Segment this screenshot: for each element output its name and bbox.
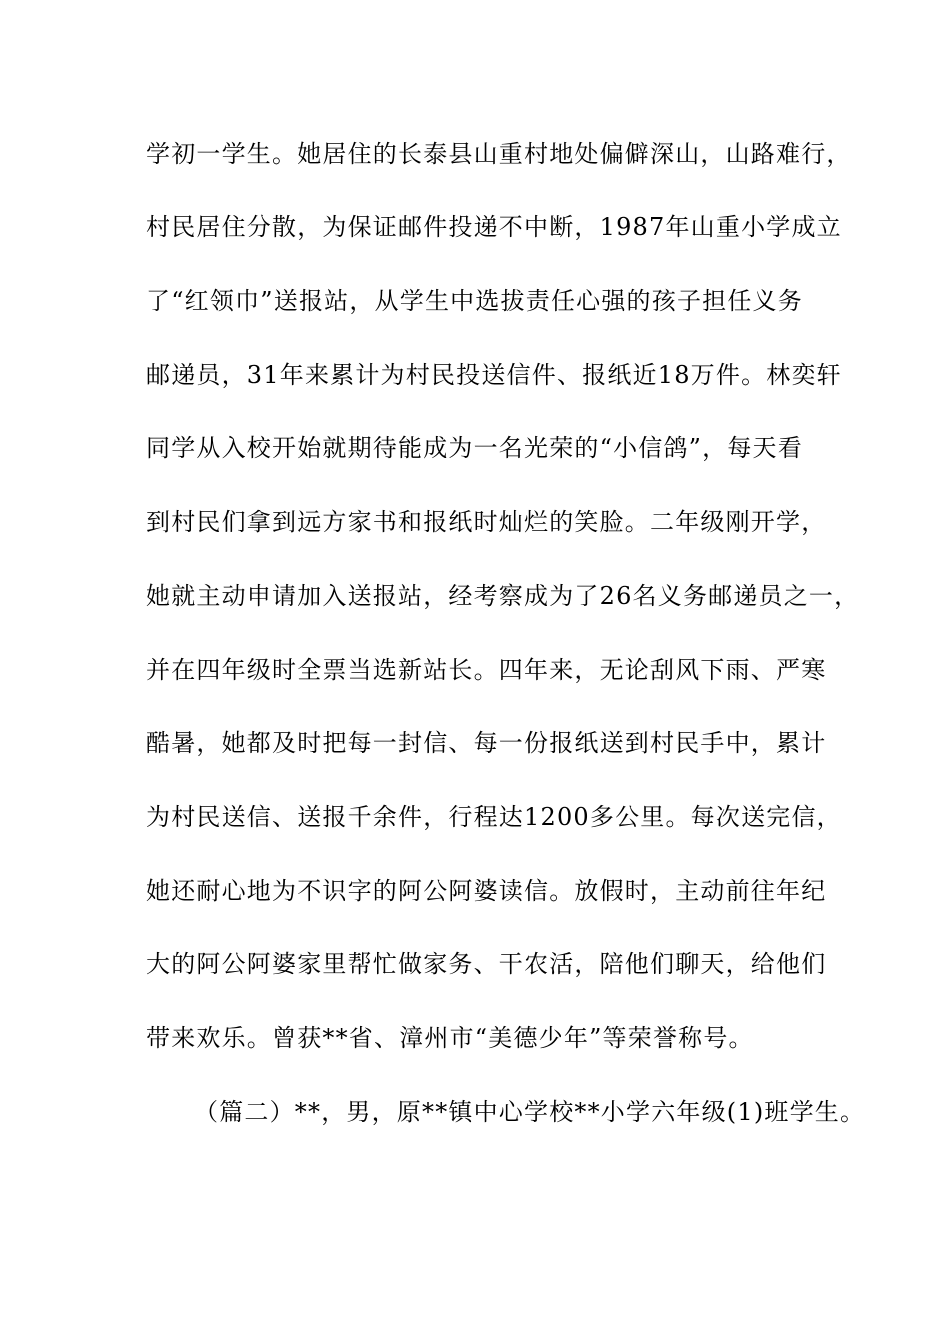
paragraph-line: 酷暑，她都及时把每一封信、每一份报纸送到村民手中，累计 bbox=[146, 729, 827, 757]
paragraph-line: 带来欢乐。曾获**省、漳州市“美德少年”等荣誉称号。 bbox=[146, 1024, 754, 1052]
paragraph-line: 为村民送信、送报千余件，行程达1200多公里。每次送完信， bbox=[146, 803, 842, 831]
paragraph-line: 村民居住分散，为保证邮件投递不中断，1987年山重小学成立 bbox=[146, 213, 842, 241]
paragraph-line: 她还耐心地为不识字的阿公阿婆读信。放假时，主动前往年纪 bbox=[146, 877, 827, 905]
section-heading-line: （篇二）**，男，原**镇中心学校**小学六年级(1)班学生。 bbox=[194, 1098, 866, 1126]
paragraph-line: 学初一学生。她居住的长泰县山重村地处偏僻深山，山路难行， bbox=[146, 140, 852, 168]
paragraph-line: 同学从入校开始就期待能成为一名光荣的“小信鸽”，每天看 bbox=[146, 434, 803, 462]
paragraph-line: 她就主动申请加入送报站，经考察成为了26名义务邮递员之一， bbox=[146, 582, 860, 610]
paragraph-line: 到村民们拿到远方家书和报纸时灿烂的笑脸。二年级刚开学， bbox=[146, 508, 827, 536]
paragraph-line: 邮递员，31年来累计为村民投送信件、报纸近18万件。林奕轩 bbox=[146, 361, 842, 389]
paragraph-line: 了“红领巾”送报站，从学生中选拔责任心强的孩子担任义务 bbox=[146, 287, 803, 315]
paragraph-line: 并在四年级时全票当选新站长。四年来，无论刮风下雨、严寒 bbox=[146, 656, 827, 684]
paragraph-line: 大的阿公阿婆家里帮忙做家务、干农活，陪他们聊天，给他们 bbox=[146, 950, 827, 978]
